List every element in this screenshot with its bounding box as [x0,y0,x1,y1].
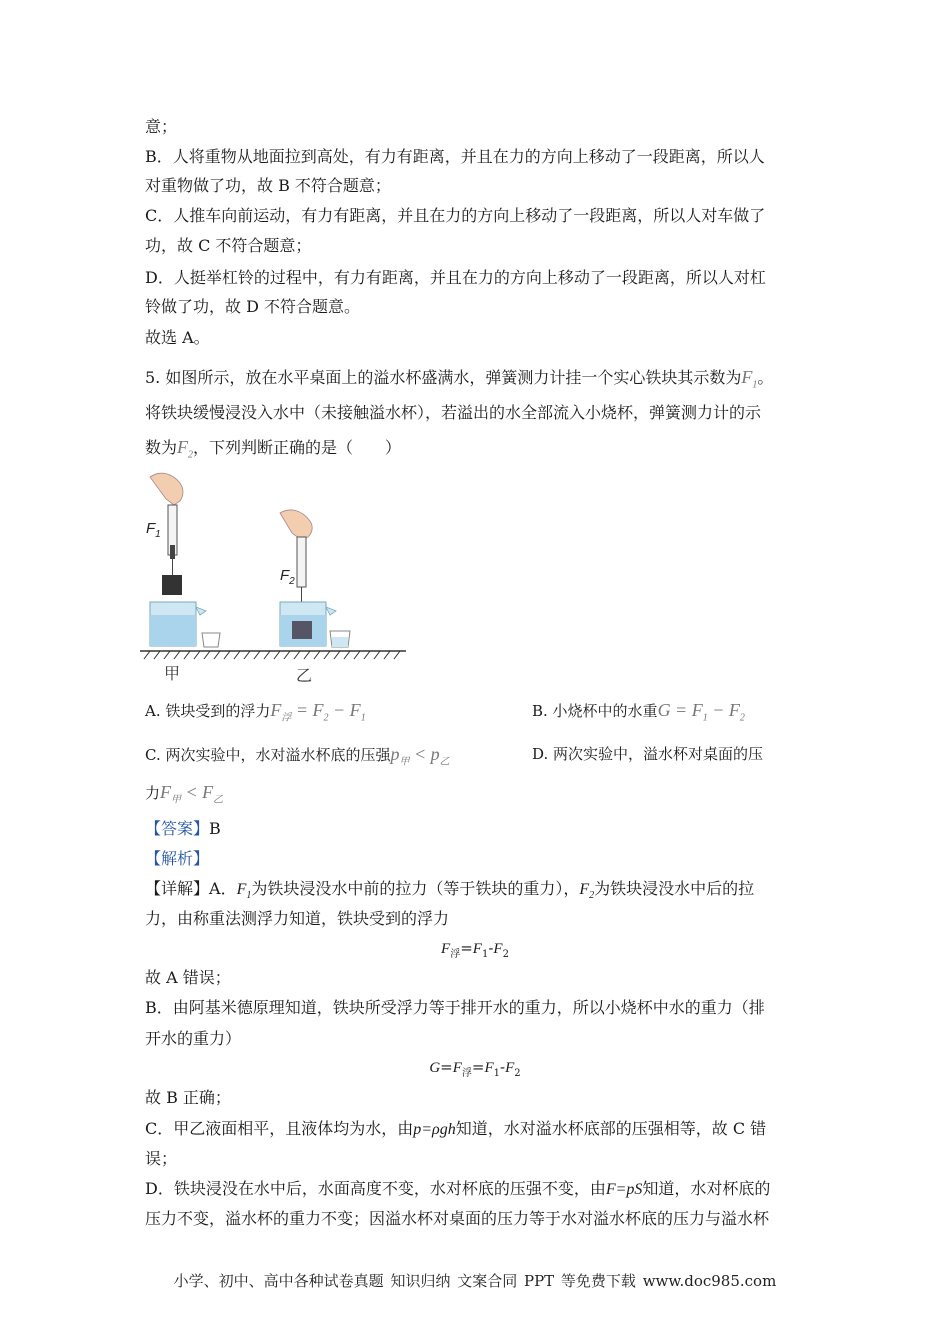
label-yi: 乙 [296,668,313,685]
option-c[interactable]: C. 两次实验中，水对溢水杯底的压强$p_甲 < p_乙$ [145,744,450,768]
question-line-1: 5. 如图所示，放在水平桌面上的溢水杯盛满水，弹簧测力计挂一个实心铁块其示数为$F_1$。 [145,367,774,391]
text-line: 对重物做了功，故 B 不符合题意； [145,176,391,195]
detail-line-3: 故 A 错误； [145,968,231,987]
detail-line-6: 故 B 正确； [145,1088,231,1107]
spring-scale-right [297,537,306,587]
detail-line-5: 开水的重力） [145,1029,242,1048]
detail-line-7: C．甲乙液面相平，且液体均为水，由p=ρgh知道，水对溢水杯底部的压强相等，故 C 错 [145,1119,767,1138]
answer-line [145,819,221,839]
answer-tag: 【答案】 [145,819,210,838]
detail-line-2: 力，由称重法测浮力知道，铁块受到的浮力 [145,909,450,928]
text-line: 故选 A。 [145,328,210,347]
text-line: 铃做了功，故 D 不符合题意。 [145,297,361,316]
analysis-line: 【解析】 [145,849,210,868]
detail-line-8: 误； [145,1149,178,1168]
detail-line-9: D．铁块浸没在水中后，水面高度不变，水对杯底的压强不变，由F=pS知道，水对杯底的 [145,1179,771,1198]
iron-block-left [162,575,182,595]
small-beaker-left [202,633,220,647]
option-d-continued: 力$F_甲 < F_乙$ [145,782,224,806]
text-line: 功，故 C 不符合题意； [145,236,312,255]
option-d[interactable]: D. 两次实验中，溢水杯对桌面的压 [532,745,764,763]
label-f1: $F_1$ [146,520,161,540]
footer-text: 小学、初中、高中各种试卷真题 知识归纳 文案合同 PPT 等免费下载 www.doc985.com [173,1272,777,1290]
equation-1: $F_浮=F_1-F_2$ [441,939,509,960]
table-hatching [144,651,400,659]
experiment-figure [140,465,410,690]
label-f2: $F_2$ [280,567,295,587]
text-line: D．人挺举杠铃的过程中，有力有距离，并且在力的方向上移动了一段距离，所以人对杠 [145,268,766,287]
hand-left-icon [150,473,183,505]
label-jia: 甲 [164,666,181,683]
iron-block-right [292,621,312,639]
hand-right-icon [280,510,312,539]
question-line-2: 将铁块缓慢浸没入水中（未接触溢水杯），若溢出的水全部流入小烧杯，弹簧测力计的示 [145,403,762,422]
detail-line-10: 压力不变，溢水杯的重力不变；因溢水杯对桌面的压力等于水对溢水杯底的压力与溢水杯 [145,1209,770,1228]
option-a[interactable]: A. 铁块受到的浮力$F_浮 = F_2 - F_1$ [145,700,366,724]
text-line: B．人将重物从地面拉到高处，有力有距离，并且在力的方向上移动了一段距离，所以人 [145,147,765,166]
text-line: 意； [145,117,178,136]
detail-line-1: 【详解】A．$F_1$为铁块浸没水中前的拉力（等于铁块的重力），$F_2$为铁块浸没水中后的拉 [145,879,755,902]
text-line: C．人推车向前运动，有力有距离，并且在力的方向上移动了一段距离，所以人对车做了 [145,206,766,225]
option-b[interactable]: B. 小烧杯中的水重$G = F_1 - F_2$ [532,700,745,724]
answer-value: B [209,819,221,838]
equation-2: $G=F_浮=F_1-F_2$ [429,1058,521,1079]
question-line-3: 数为$F_2$，下列判断正确的是（ ） [145,437,402,461]
detail-line-4: B．由阿基米德原理知道，铁块所受浮力等于排开水的重力，所以小烧杯中水的重力（排 [145,998,765,1017]
